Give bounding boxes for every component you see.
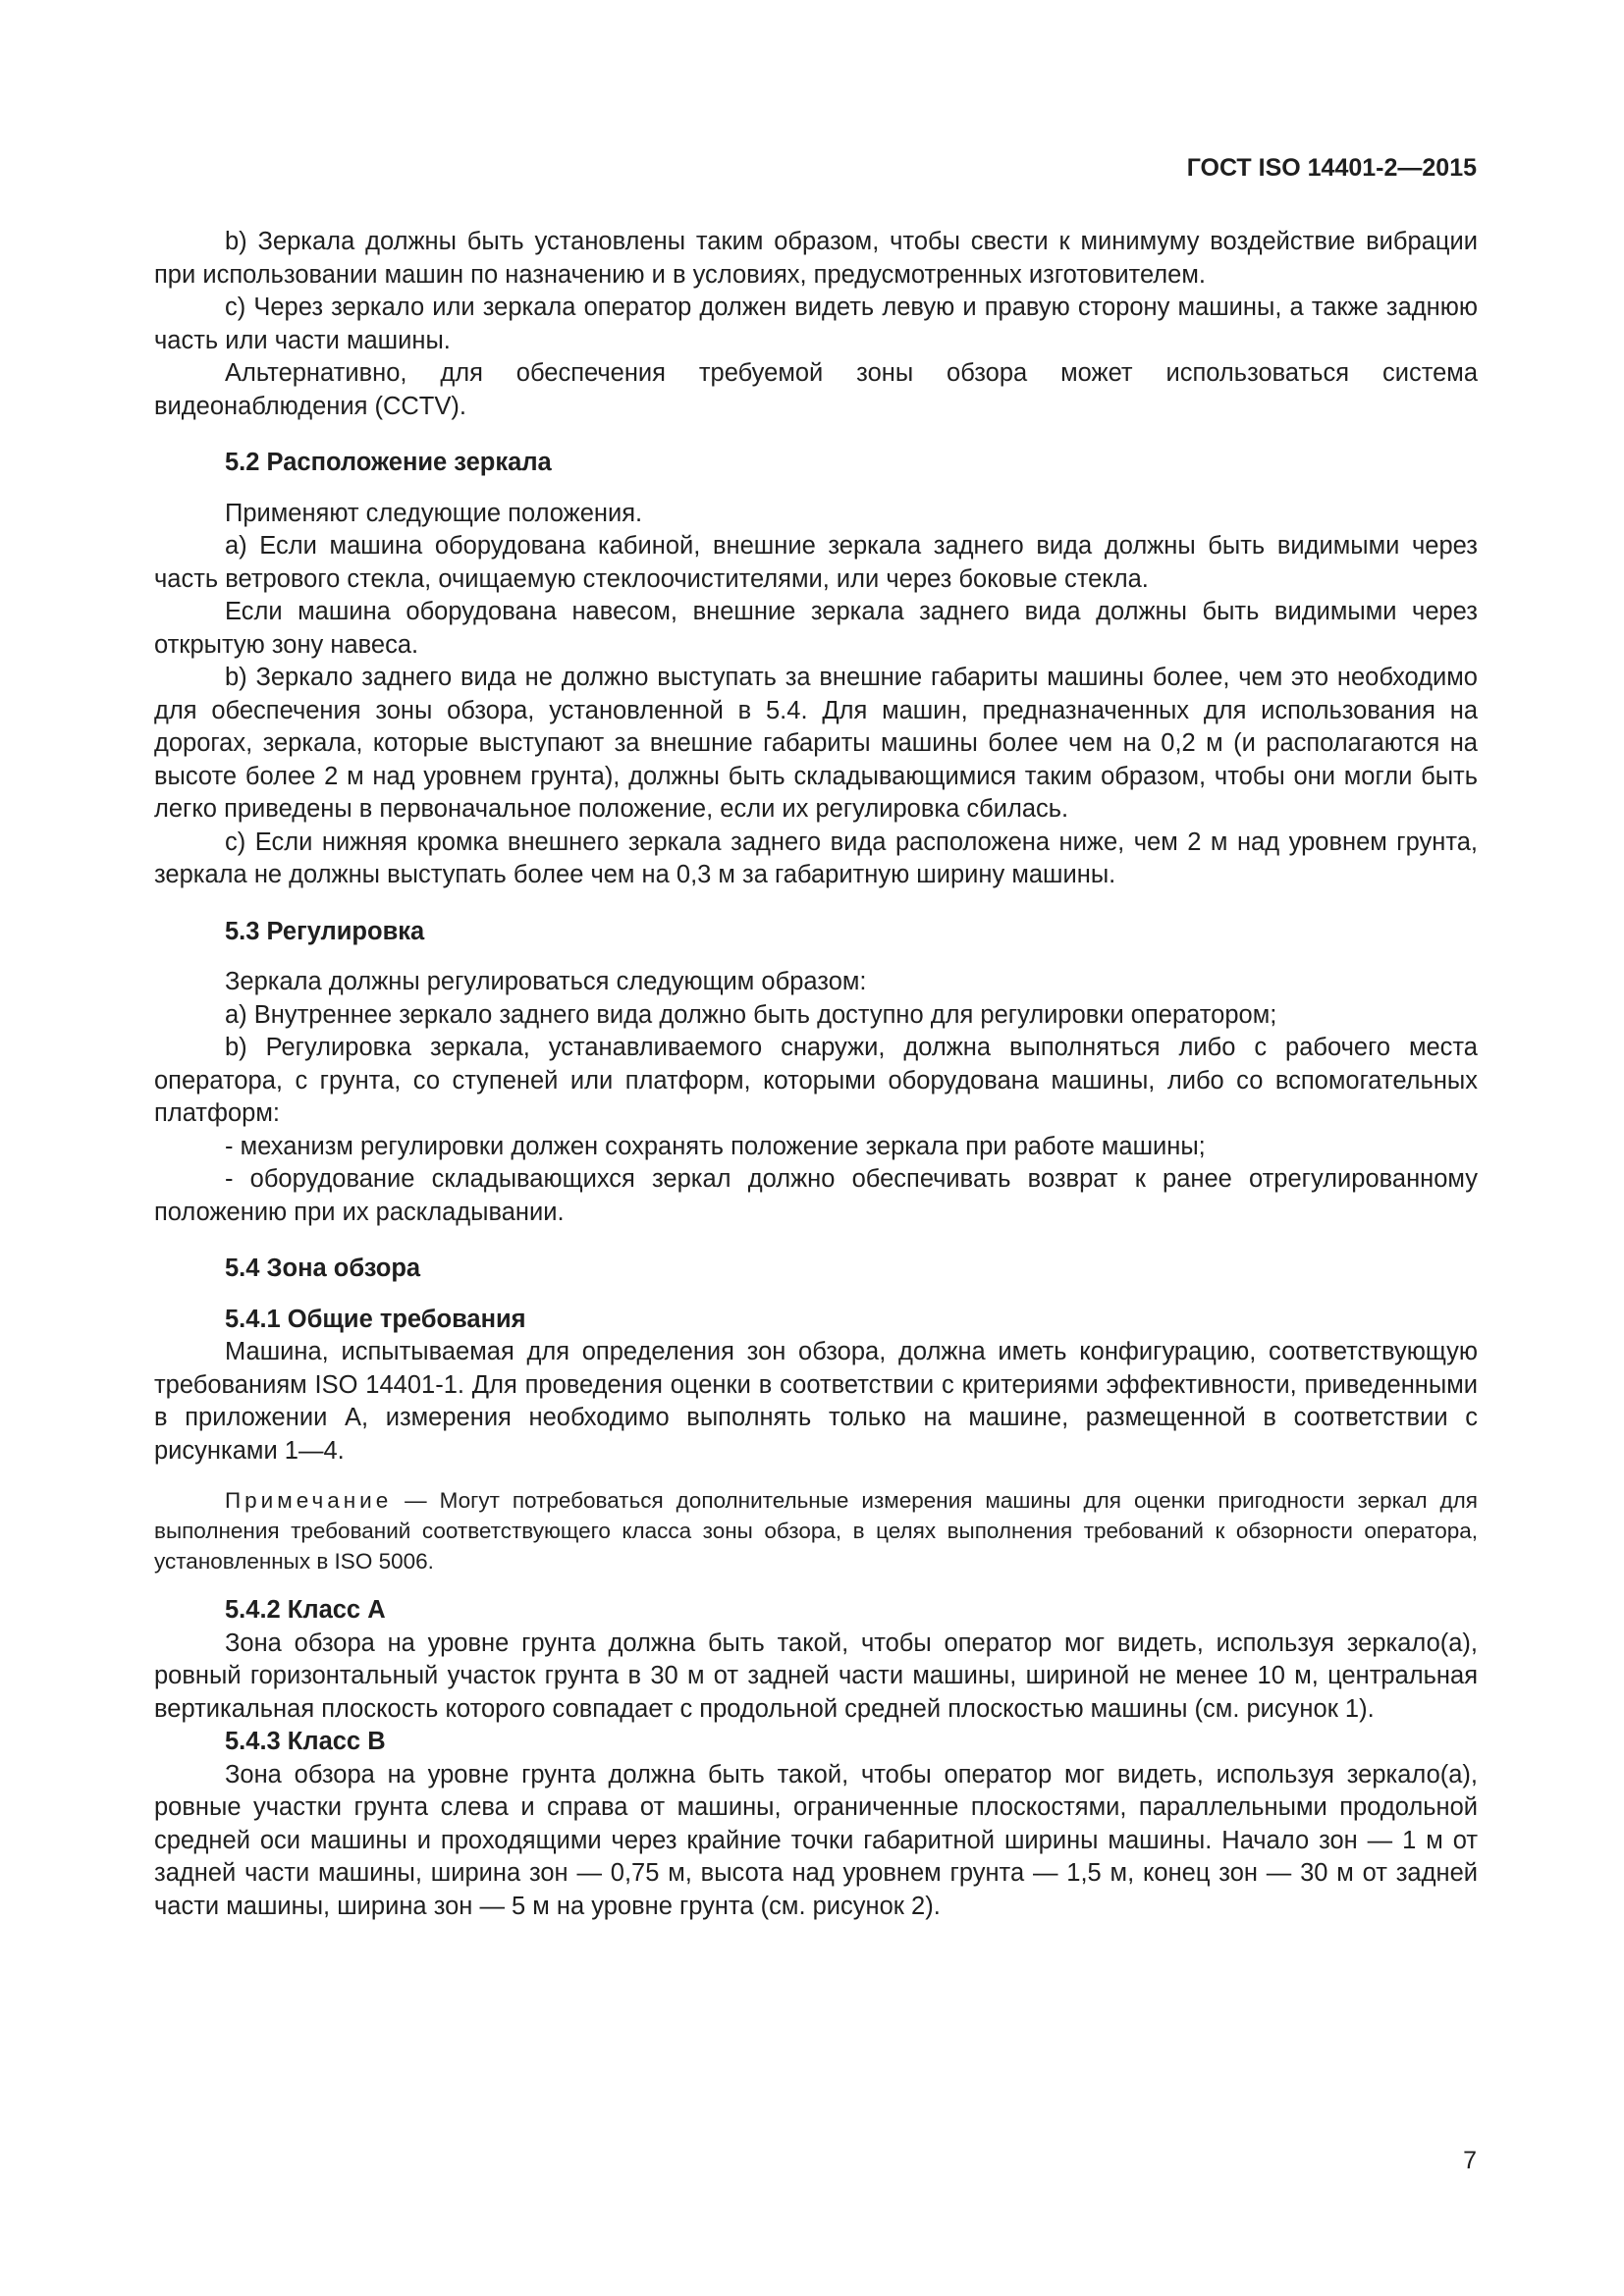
section-heading-5-2: 5.2 Расположение зеркала bbox=[225, 449, 552, 476]
paragraph: Применяют следующие положения. bbox=[225, 499, 643, 527]
subsection-heading-5-4-2: 5.4.2 Класс А bbox=[225, 1596, 386, 1624]
subsection-heading-5-4-1: 5.4.1 Общие требования bbox=[225, 1305, 526, 1333]
subsection-heading-5-4-3: 5.4.3 Класс В bbox=[225, 1728, 386, 1755]
paragraph: Машина, испытываемая для определения зон обзора, должна иметь конфигурацию, соответствующую требованиям ISO 14401-1. Для проведения оценки в соответствии с критериями эффективности, приведенными в приложении А, измерения необходимо выполнять только на машине, размещенной в соответствии с рисунками 1—4. bbox=[154, 1338, 1478, 1465]
paragraph: Зона обзора на уровне грунта должна быть такой, чтобы оператор мог видеть, используя зеркало(а), ровный горизонтальный участок грунта в 30 м от задней части машины, шириной не менее 10 м, центральная вертикальная плоскость которого совпадает с продольной средней плоскостью машины (см. рисунок 1). bbox=[154, 1629, 1478, 1723]
section-heading-5-4: 5.4 Зона обзора bbox=[225, 1255, 421, 1282]
document-id-header: ГОСТ ISO 14401-2—2015 bbox=[1186, 154, 1477, 182]
page-number: 7 bbox=[1463, 2147, 1477, 2174]
note-label: Примечание bbox=[225, 1488, 393, 1513]
paragraph: b) Регулировка зеркала, устанавливаемого снаружи, должна выполняться либо с рабочего места оператора, с грунта, со ступеней или платформ, которыми оборудована машины, либо со вспомогательных платформ: bbox=[154, 1034, 1478, 1127]
paragraph: c) Через зеркало или зеркала оператор должен видеть левую и правую сторону машины, а также заднюю часть или части машины. bbox=[154, 294, 1478, 354]
list-item: - механизм регулировки должен сохранять положение зеркала при работе машины; bbox=[225, 1132, 1206, 1160]
paragraph: c) Если нижняя кромка внешнего зеркала заднего вида расположена ниже, чем 2 м над уровнем грунта, зеркала не должны выступать более чем на 0,3 м за габаритную ширину машины. bbox=[154, 828, 1478, 888]
section-heading-5-3: 5.3 Регулировка bbox=[225, 917, 425, 945]
note bbox=[154, 1485, 1478, 1576]
document-body bbox=[154, 226, 1478, 1923]
paragraph: a) Внутреннее зеркало заднего вида должно быть доступно для регулировки оператором; bbox=[225, 1000, 1277, 1029]
paragraph: Альтернативно, для обеспечения требуемой зоны обзора может использоваться система видеонаблюдения (CCTV). bbox=[154, 359, 1478, 420]
note-text: — Могут потребоваться дополнительные измерения машины для оценки пригодности зеркал для выполнения требований соответствующего класса зоны обзора, в целях выполнения требований к обзорности оператора, установленных в ISO 5006. bbox=[154, 1488, 1478, 1574]
paragraph: b) Зеркала должны быть установлены таким образом, чтобы свести к минимуму воздействие вибрации при использовании машин по назначению и в условиях, предусмотренных изготовителем. bbox=[154, 228, 1478, 289]
paragraph: Зона обзора на уровне грунта должна быть такой, чтобы оператор мог видеть, используя зеркало(а), ровные участки грунта слева и справа от машины, ограниченные плоскостями, параллельными продольной средней оси машины и проходящими через крайние точки габаритной ширины машины. Начало зон — 1 м от задней части машины, ширина зон — 0,75 м, высота над уровнем грунта — 1,5 м, конец зон — 30 м от задней части машины, ширина зон — 5 м на уровне грунта (см. рисунок 2). bbox=[154, 1760, 1478, 1920]
paragraph: Зеркала должны регулироваться следующим образом: bbox=[225, 968, 867, 995]
paragraph: Если машина оборудована навесом, внешние зеркала заднего вида должны быть видимыми через открытую зону навеса. bbox=[154, 598, 1478, 659]
paragraph: b) Зеркало заднего вида не должно выступать за внешние габариты машины более, чем это необходимо для обеспечения зоны обзора, установленной в 5.4. Для машин, предназначенных для использования на дорогах, зеркала, которые выступают за внешние габариты машины более чем на 0,2 м (и располагаются на высоте более 2 м над уровнем грунта), должны быть складывающимися таким образом, чтобы они могли быть легко приведены в первоначальное положение, если их регулировка сбилась. bbox=[154, 664, 1478, 823]
paragraph: a) Если машина оборудована кабиной, внешние зеркала заднего вида должны быть видимыми через часть ветрового стекла, очищаемую стеклоочистителями, или через боковые стекла. bbox=[154, 532, 1478, 593]
list-item: - оборудование складывающихся зеркал должно обеспечивать возврат к ранее отрегулированному положению при их раскладывании. bbox=[154, 1165, 1478, 1226]
